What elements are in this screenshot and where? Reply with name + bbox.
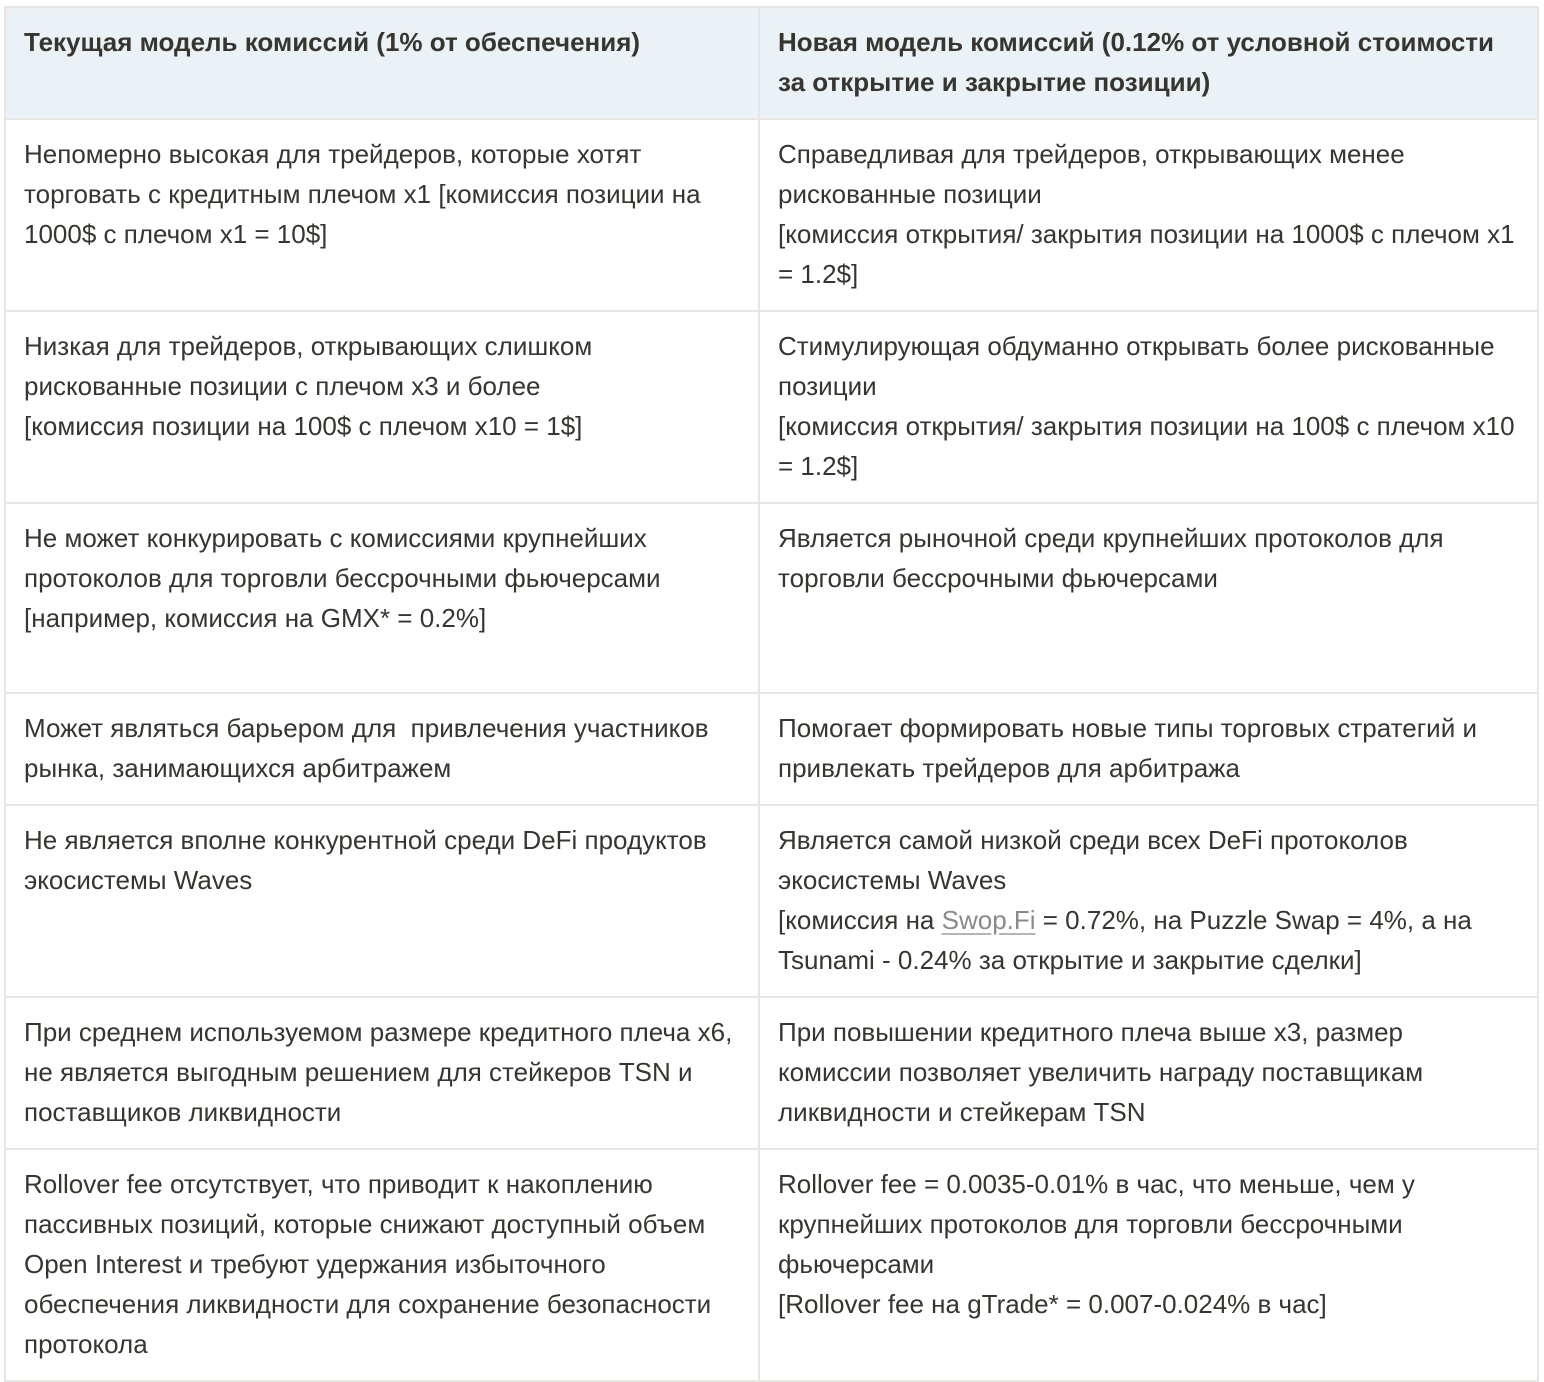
- fee-comparison-table-wrapper: [4, 6, 1537, 1382]
- fee-comparison-table: [4, 6, 1539, 1382]
- cell-text: Rollover fee отсутствует, что приводит к накоплению пассивных позиций, которые снижают доступный объем Open Interest и требуют удержания избыточного обеспечения ликвидности для сохранение безопасности протокола: [24, 1169, 712, 1359]
- note-suffix: = 0.72%, на Puzzle Swap = 4%, а на Tsunami - 0.24% за открытие и закрытие сделки]: [778, 905, 1472, 975]
- header-new-model: Новая модель комиссий (0.12% от условной стоимости за открытие и закрытие позиции): [759, 7, 1538, 119]
- table-row: [5, 311, 1538, 503]
- cell-note: [комиссия открытия/ закрытия позиции на 100$ с плечом х10 = 1.2$]: [778, 411, 1515, 481]
- table-row: [5, 997, 1538, 1149]
- current-model-cell: [5, 311, 759, 503]
- cell-text: Справедливая для трейдеров, открывающих менее рискованные позиции: [778, 139, 1405, 209]
- current-model-cell: [5, 805, 759, 997]
- table-row: [5, 805, 1538, 997]
- new-model-cell: [759, 693, 1538, 805]
- cell-text: При среднем используемом размере кредитного плеча х6, не является выгодным решением для стейкеров TSN и поставщиков ликвидности: [24, 1017, 733, 1127]
- cell-text: Может являться барьером для привлечения участников рынка, занимающихся арбитражем: [24, 713, 716, 783]
- current-model-cell: [5, 997, 759, 1149]
- cell-text: Не может конкурировать с комиссиями крупнейших протоколов для торговли бессрочными фьючерсами: [24, 523, 661, 593]
- cell-note: [например, комиссия на GMX* = 0.2%]: [24, 603, 487, 633]
- current-model-cell: [5, 119, 759, 311]
- cell-text: Является самой низкой среди всех DeFi протоколов экосистемы Waves: [778, 825, 1408, 895]
- cell-text: Стимулирующая обдуманно открывать более рискованные позиции: [778, 331, 1495, 401]
- new-model-cell: [759, 119, 1538, 311]
- current-model-cell: [5, 1149, 759, 1381]
- cell-note: [комиссия позиции на 100$ с плечом х10 = 1$]: [24, 411, 583, 441]
- table-row: [5, 1149, 1538, 1381]
- cell-text: Низкая для трейдеров, открывающих слишком рискованные позиции с плечом х3 и более: [24, 331, 593, 401]
- current-model-cell: [5, 693, 759, 805]
- cell-note: [778, 900, 1519, 980]
- table-row: [5, 693, 1538, 805]
- cell-note: [комиссия открытия/ закрытия позиции на 1000$ с плечом х1 = 1.2$]: [778, 219, 1515, 289]
- note-prefix: [комиссия на: [778, 905, 942, 935]
- table-row: [5, 503, 1538, 693]
- swop-fi-link[interactable]: Swop.Fi: [941, 905, 1036, 935]
- cell-note: [Rollover fee на gTrade* = 0.007-0.024% в час]: [778, 1289, 1327, 1319]
- cell-text: Помогает формировать новые типы торговых стратегий и привлекать трейдеров для арбитража: [778, 713, 1477, 783]
- new-model-cell: [759, 805, 1538, 997]
- new-model-cell: [759, 311, 1538, 503]
- current-model-cell: [5, 503, 759, 693]
- new-model-cell: [759, 1149, 1538, 1381]
- cell-text: Rollover fee = 0.0035-0.01% в час, что меньше, чем у крупнейших протоколов для торговли бессрочными фьючерсами: [778, 1169, 1415, 1279]
- table-header-row: [5, 7, 1538, 119]
- cell-text: Непомерно высокая для трейдеров, которые хотят торговать с кредитным плечом х1 [комиссия позиции на 1000$ с плечом х1 = 10$]: [24, 139, 701, 249]
- cell-text: Является рыночной среди крупнейших протоколов для торговли бессрочными фьючерсами: [778, 523, 1444, 593]
- header-current-model: Текущая модель комиссий (1% от обеспечения): [5, 7, 759, 119]
- cell-text: Не является вполне конкурентной среди DeFi продуктов экосистемы Waves: [24, 825, 707, 895]
- new-model-cell: [759, 503, 1538, 693]
- table-row: [5, 119, 1538, 311]
- new-model-cell: [759, 997, 1538, 1149]
- cell-text: При повышении кредитного плеча выше х3, размер комиссии позволяет увеличить награду поставщикам ликвидности и стейкерам TSN: [778, 1017, 1424, 1127]
